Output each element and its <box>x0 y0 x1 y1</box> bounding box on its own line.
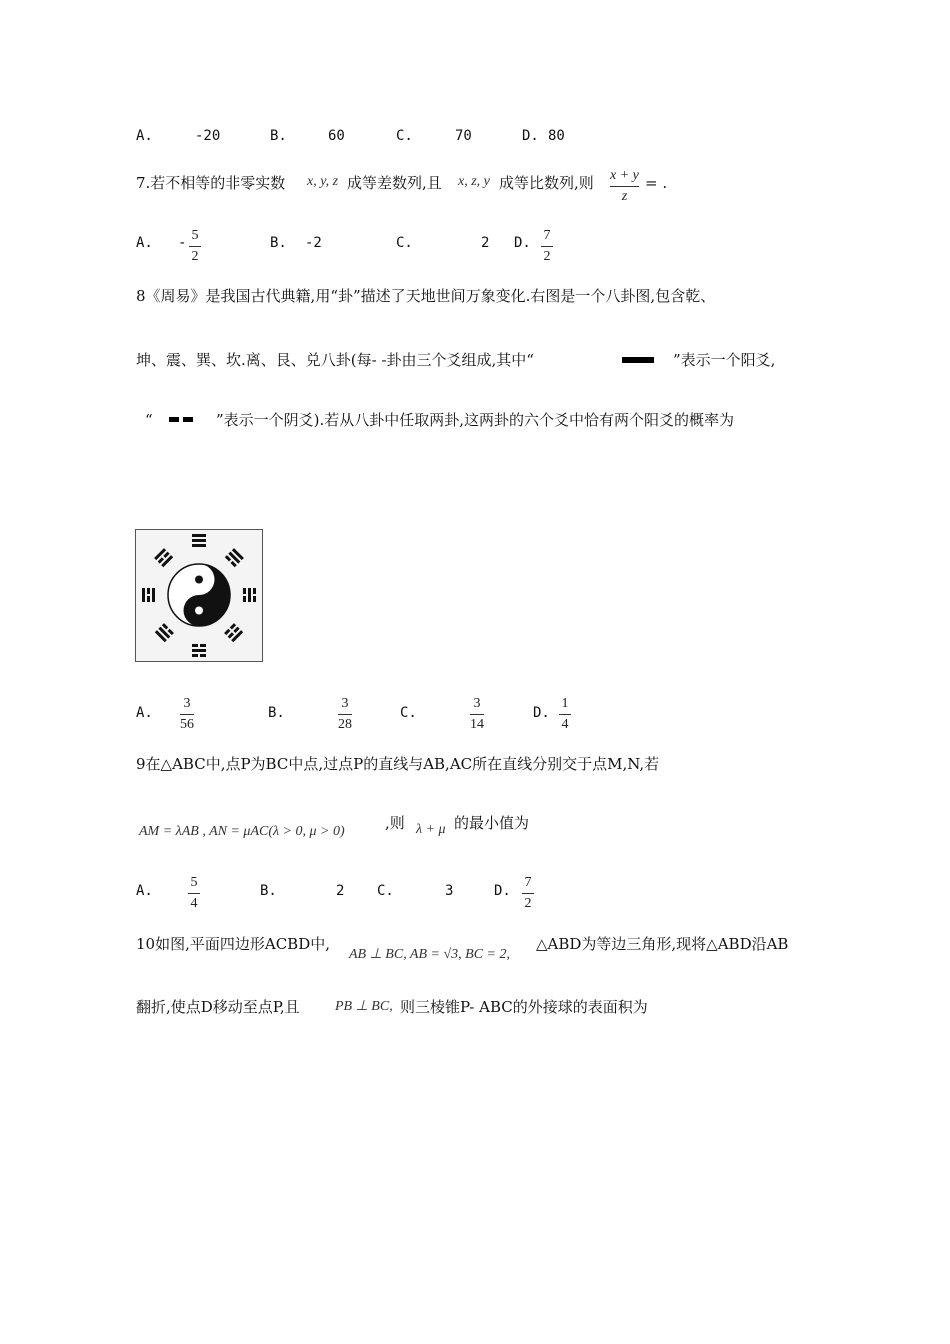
q8-option-c-numerator: 3 <box>473 696 481 711</box>
q8-option-d-numerator: 1 <box>561 696 569 711</box>
q8-line-3a: “ <box>145 411 153 429</box>
q9-option-d-label: D. <box>494 883 511 899</box>
q8-option-c-bar <box>470 714 484 715</box>
q7-vars-1: x, y, z <box>307 174 339 189</box>
q9-option-a-label: A. <box>136 883 153 899</box>
q7-stem-b: 成等差数列,且 <box>347 174 442 192</box>
q8-option-a-label: A. <box>136 705 153 721</box>
q8-line-3b: ”表示一个阴爻).若从八卦中任取两卦,这两卦的六个爻中恰有两个阳爻的概率为 <box>216 411 735 429</box>
q7-fraction-numerator: x + y <box>610 168 639 183</box>
bagua-diagram-icon <box>136 530 262 661</box>
q8-option-d-denominator: 4 <box>561 717 569 732</box>
q6-option-d-value: 80 <box>548 128 565 144</box>
q9-expression: λ + μ <box>416 822 446 837</box>
q9-formula: AM = λAB , AN = μAC(λ > 0, μ > 0) <box>139 824 345 839</box>
q7-option-a-fraction <box>189 228 201 265</box>
q7-option-c-value: 2 <box>481 235 490 251</box>
q8-option-b-numerator: 3 <box>341 696 349 711</box>
q8-line-2a: 坤、震、巽、坎.离、艮、兑八卦(每- -卦由三个爻组成,其中“ <box>136 351 534 369</box>
q8-option-a-numerator: 3 <box>183 696 191 711</box>
q10-formula-2: PB ⊥ BC, <box>335 999 393 1014</box>
q7-option-a-label: A. <box>136 235 153 251</box>
q7-option-b-label: B. <box>270 235 287 251</box>
q8-option-c-denominator: 14 <box>470 717 484 732</box>
q9-option-a-numerator: 5 <box>190 875 198 890</box>
q9-tail: 的最小值为 <box>454 814 530 832</box>
q8-option-d-label: D. <box>533 705 550 721</box>
q8-option-d-fraction <box>559 696 571 733</box>
q8-option-a-denominator: 56 <box>180 717 194 732</box>
q8-option-a-bar <box>180 714 194 715</box>
q7-vars-2: x, z, y <box>458 174 490 189</box>
q7-option-d-fraction <box>541 228 553 265</box>
q7-option-d-label: D. <box>514 235 531 251</box>
q10-line-2a: 翻折,使点D移动至点P,且 <box>136 998 300 1016</box>
q7-stem-d: = . <box>645 174 668 192</box>
q9-option-b-label: B. <box>260 883 277 899</box>
q8-option-b-fraction <box>338 696 352 733</box>
q9-option-c-value: 3 <box>445 883 454 899</box>
q7-option-a-bar <box>189 246 201 247</box>
q7-fraction-denominator: z <box>621 189 628 204</box>
q7-option-c-label: C. <box>396 235 413 251</box>
q9-option-d-numerator: 7 <box>524 875 532 890</box>
q7-option-d-numerator: 7 <box>543 228 551 243</box>
q9-line-1: 9在△ABC中,点P为BC中点,过点P的直线与AB,AC所在直线分别交于点M,N,若 <box>136 755 660 773</box>
yin-line-icon <box>169 409 193 428</box>
q7-stem-a: 7.若不相等的非零实数 <box>136 174 286 192</box>
q9-option-a-fraction <box>188 875 200 912</box>
q8-line-1: 8《周易》是我国古代典籍,用“卦”描述了天地世间万象变化.右图是一个八卦图,包含乾、 <box>136 287 716 305</box>
q7-fraction <box>610 168 639 205</box>
q8-option-c-fraction <box>470 696 484 733</box>
q7-option-b-value: -2 <box>305 235 322 251</box>
q9-option-c-label: C. <box>377 883 394 899</box>
q9-option-d-bar <box>522 893 534 894</box>
q6-option-b-label: B. <box>270 128 287 144</box>
q7-option-d-bar <box>541 246 553 247</box>
q7-fraction-bar <box>610 186 639 187</box>
q10-line-1b: △ABD为等边三角形,现将△ABD沿AB <box>536 935 789 953</box>
q8-option-a-fraction <box>180 696 194 733</box>
q7-stem-c: 成等比数列,则 <box>499 174 594 192</box>
q7-option-a-numerator: 5 <box>191 228 199 243</box>
q7-option-d-denominator: 2 <box>543 249 551 264</box>
q9-mid: ,则 <box>385 814 405 832</box>
q6-option-b-value: 60 <box>328 128 345 144</box>
q6-option-a-label: A. <box>136 128 153 144</box>
q7-option-a-denominator: 2 <box>191 249 199 264</box>
q7-option-a-sign: - <box>178 235 187 251</box>
q9-option-a-denominator: 4 <box>190 896 198 911</box>
q9-option-b-value: 2 <box>336 883 345 899</box>
yang-line-icon <box>622 349 654 368</box>
q10-line-2b: 则三棱锥P- ABC的外接球的表面积为 <box>400 998 648 1016</box>
q8-option-b-label: B. <box>268 705 285 721</box>
q6-option-d-label: D. <box>522 128 539 144</box>
q6-option-c-value: 70 <box>455 128 472 144</box>
q8-line-2b: ”表示一个阳爻, <box>673 351 776 369</box>
q8-option-d-bar <box>559 714 571 715</box>
q8-option-b-bar <box>338 714 352 715</box>
q6-option-a-value: -20 <box>195 128 221 144</box>
bagua-figure <box>135 529 263 662</box>
q10-line-1a: 10如图,平面四边形ACBD中, <box>136 935 330 953</box>
q10-formula-1: AB ⊥ BC, AB = √3, BC = 2, <box>349 947 511 962</box>
q9-option-a-bar <box>188 893 200 894</box>
q9-option-d-denominator: 2 <box>524 896 532 911</box>
q8-option-c-label: C. <box>400 705 417 721</box>
q8-option-b-denominator: 28 <box>338 717 352 732</box>
q9-option-d-fraction <box>522 875 534 912</box>
q6-option-c-label: C. <box>396 128 413 144</box>
